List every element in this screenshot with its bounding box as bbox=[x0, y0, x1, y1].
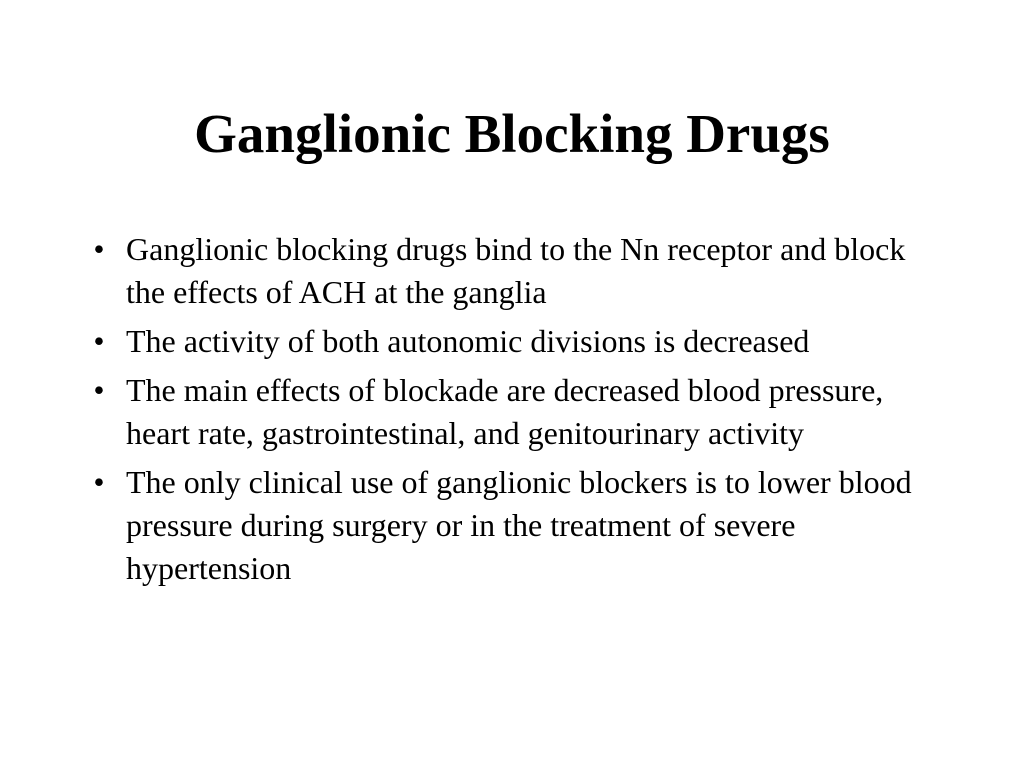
bullet-item bbox=[84, 461, 944, 590]
bullet-item bbox=[84, 320, 944, 363]
bullet-list bbox=[84, 228, 944, 596]
bullet-item bbox=[84, 228, 944, 314]
bullet-text: The only clinical use of ganglionic blockers is to lower blood pressure during surgery or in the treatment of severe hypertension bbox=[126, 464, 912, 586]
bullet-icon: • bbox=[93, 323, 105, 359]
bullet-text: Ganglionic blocking drugs bind to the Nn receptor and block the effects of ACH at the ganglia bbox=[126, 231, 906, 310]
bullet-icon: • bbox=[93, 231, 105, 267]
bullet-text: The activity of both autonomic divisions is decreased bbox=[126, 323, 810, 359]
bullet-icon: • bbox=[93, 464, 105, 500]
bullet-item bbox=[84, 369, 944, 455]
bullet-text: The main effects of blockade are decreased blood pressure, heart rate, gastrointestinal, and genitourinary activity bbox=[126, 372, 884, 451]
slide-title: Ganglionic Blocking Drugs bbox=[194, 103, 830, 164]
bullet-icon: • bbox=[93, 372, 105, 408]
